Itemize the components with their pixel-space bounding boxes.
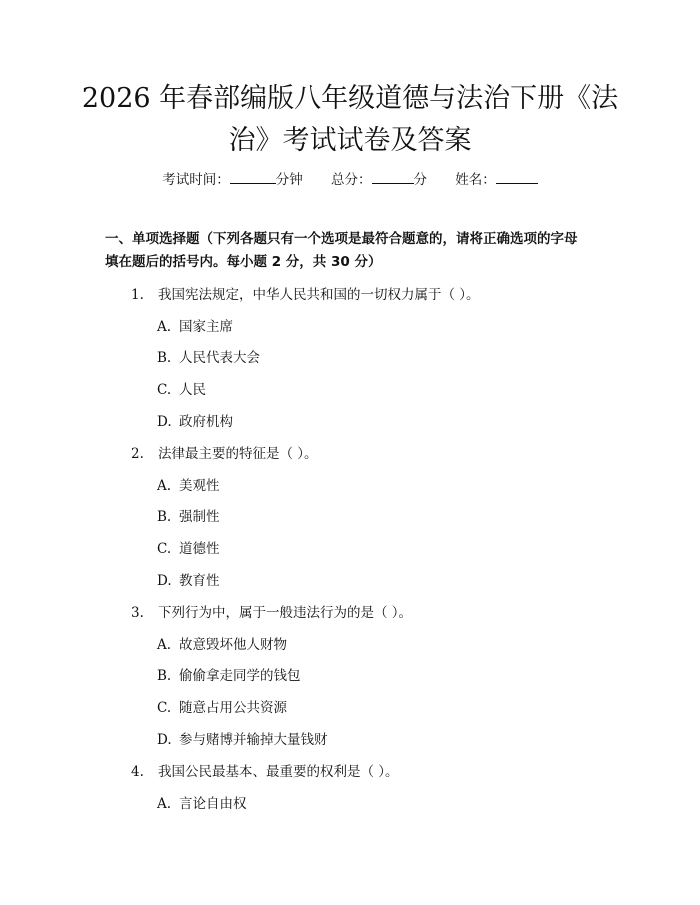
section-1-heading xyxy=(105,228,605,274)
exam-time-field xyxy=(162,172,307,188)
total-score-label: 总分： xyxy=(331,172,372,188)
total-score-blank xyxy=(372,171,414,184)
exam-time-unit: 分钟 xyxy=(275,172,303,188)
option-1d xyxy=(157,410,233,430)
option-text: 强制性 xyxy=(179,509,220,525)
option-letter: D. xyxy=(157,573,172,589)
option-letter: B. xyxy=(157,350,172,366)
option-letter: C. xyxy=(157,382,172,398)
option-text: 故意毁坏他人财物 xyxy=(179,637,287,653)
option-1a xyxy=(157,315,233,335)
total-score-field xyxy=(331,172,431,188)
option-text: 参与赌博并输掉大量钱财 xyxy=(179,732,328,748)
option-letter: C. xyxy=(157,700,172,716)
exam-info-line xyxy=(0,168,700,188)
option-2c xyxy=(157,537,220,557)
option-text: 教育性 xyxy=(179,573,220,589)
option-text: 人民代表大会 xyxy=(179,350,260,366)
option-3c xyxy=(157,696,287,716)
option-2a xyxy=(157,474,220,494)
option-text: 国家主席 xyxy=(179,319,233,335)
option-letter: D. xyxy=(157,732,172,748)
option-letter: D. xyxy=(157,414,172,430)
section-1-heading-line-1: 一、单项选择题（下列各题只有一个选项是最符合题意的，请将正确选项的字母 xyxy=(105,231,578,247)
option-3b xyxy=(157,664,301,684)
question-text: 法律最主要的特征是（ ）。 xyxy=(158,446,318,462)
option-text: 言论自由权 xyxy=(179,796,247,812)
name-field xyxy=(455,172,538,188)
title-line-1: 2026 年春部编版八年级道德与法治下册《法 xyxy=(81,83,619,114)
title-line-2: 治》考试试卷及答案 xyxy=(228,125,472,156)
name-label: 姓名： xyxy=(455,172,496,188)
option-3a xyxy=(157,633,287,653)
option-1c xyxy=(157,378,206,398)
question-text: 我国公民最基本、最重要的权利是（ ）。 xyxy=(158,764,399,780)
exam-title xyxy=(0,78,700,162)
question-number: 3. xyxy=(131,605,144,621)
option-2d xyxy=(157,569,220,589)
option-letter: A. xyxy=(157,637,172,653)
option-letter: A. xyxy=(157,796,172,812)
option-letter: C. xyxy=(157,541,172,557)
option-letter: B. xyxy=(157,668,172,684)
option-text: 美观性 xyxy=(179,478,220,494)
question-text: 下列行为中，属于一般违法行为的是（ ）。 xyxy=(158,605,413,621)
question-3 xyxy=(131,601,412,621)
section-1-heading-line-2: 填在题后的括号内。每小题 2 分，共 30 分） xyxy=(105,254,382,270)
option-text: 随意占用公共资源 xyxy=(179,700,287,716)
question-2 xyxy=(131,442,318,462)
option-3d xyxy=(157,728,328,748)
option-letter: A. xyxy=(157,319,172,335)
option-1b xyxy=(157,346,260,366)
question-number: 1. xyxy=(131,287,144,303)
option-letter: B. xyxy=(157,509,172,525)
option-text: 人民 xyxy=(179,382,206,398)
question-number: 2. xyxy=(131,446,144,462)
question-number: 4. xyxy=(131,764,144,780)
total-score-unit: 分 xyxy=(413,172,427,188)
exam-time-blank xyxy=(230,171,276,184)
question-1 xyxy=(131,283,480,303)
name-blank xyxy=(496,171,538,184)
question-text: 我国宪法规定，中华人民共和国的一切权力属于（ ）。 xyxy=(158,287,480,303)
option-text: 政府机构 xyxy=(179,414,233,430)
option-2b xyxy=(157,505,220,525)
option-text: 道德性 xyxy=(179,541,220,557)
option-4a xyxy=(157,792,247,812)
question-4 xyxy=(131,760,399,780)
option-letter: A. xyxy=(157,478,172,494)
option-text: 偷偷拿走同学的钱包 xyxy=(179,668,301,684)
exam-time-label: 考试时间： xyxy=(162,172,230,188)
